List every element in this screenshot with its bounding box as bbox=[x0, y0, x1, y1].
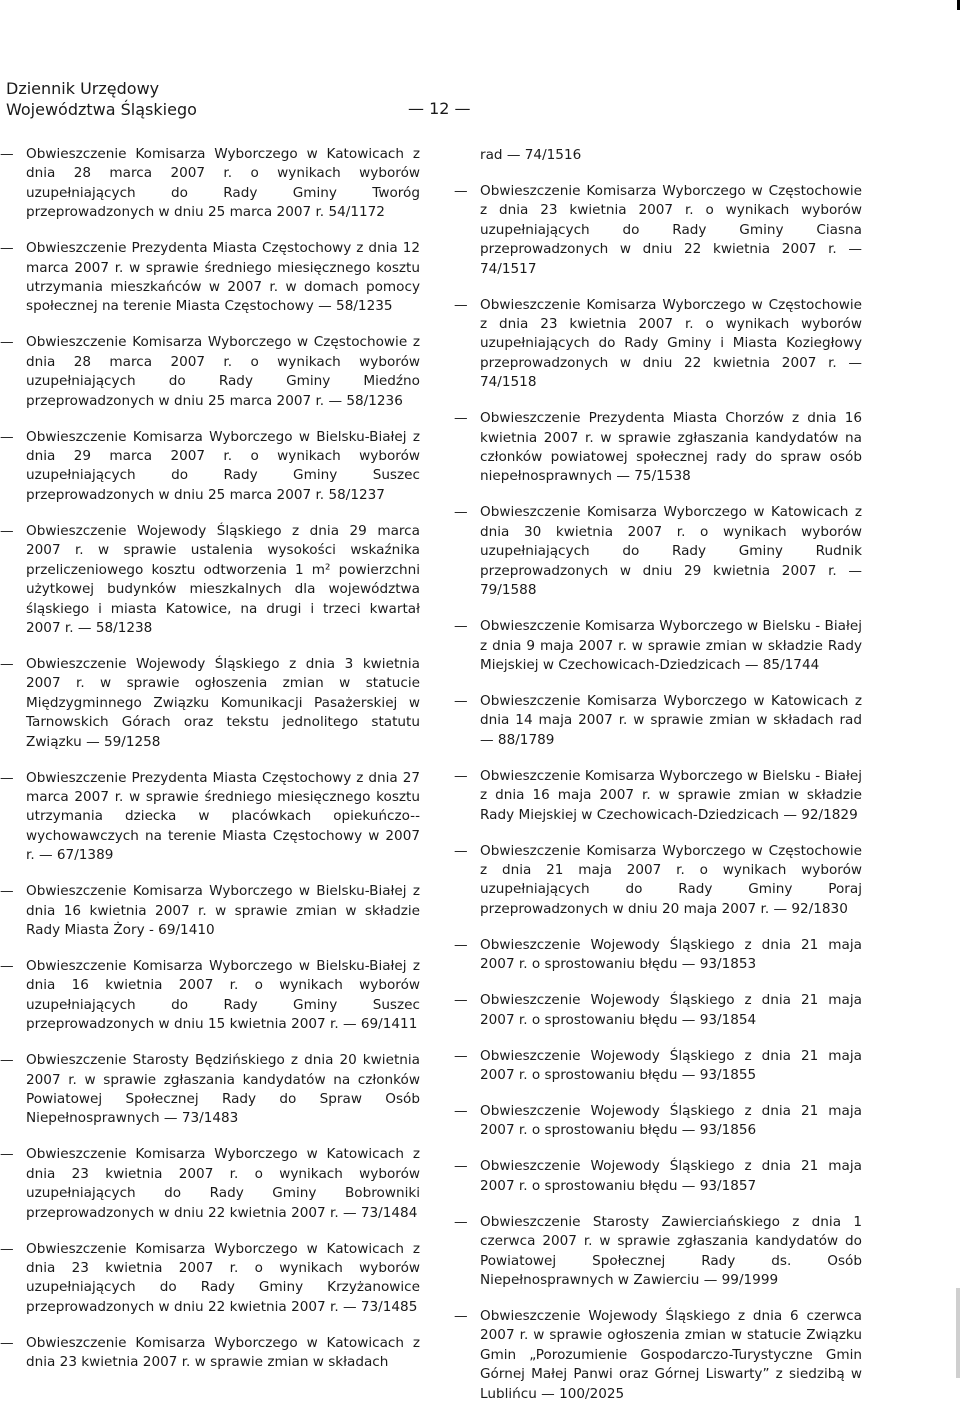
entry-dash: — bbox=[454, 1308, 468, 1324]
entry-text: Obwieszczenie Komisarza Wyborczego w Katowicach z dnia 23 kwietnia 2007 r. w sprawie zmian w składach bbox=[26, 1334, 420, 1371]
entry-text: Obwieszczenie Starosty Zawierciańskiego z dnia 1 czerwca 2007 r. w sprawie zgłaszania kandydatów do Powiatowej Społecznej Rady ds. Osób Niepełnosprawnych w Zawierciu — 99/1999 bbox=[480, 1213, 862, 1288]
entry-dash: — bbox=[454, 842, 468, 859]
entry-dash: — bbox=[0, 1146, 14, 1163]
continued-entry: rad — 74/1516 bbox=[480, 147, 582, 163]
toc-entry bbox=[454, 842, 862, 920]
entry-text: Obwieszczenie Komisarza Wyborczego w Katowicach z dnia 23 kwietnia 2007 r. o wynikach wyborów uzupełniających do Rady Gminy Bobrowniki przeprowadzonych w dniu 22 kwietnia 2007 r. — 73/1484 bbox=[26, 1146, 420, 1221]
entry-text: Obwieszczenie Starosty Będzińskiego z dnia 20 kwietnia 2007 r. w sprawie zgłaszania kandydatów na członków Powiatowej Społecznej Rady do Spraw Osób Niepełnosprawnych — 73/1483 bbox=[26, 1052, 420, 1127]
entry-dash: — bbox=[0, 334, 14, 351]
toc-entry bbox=[454, 617, 862, 675]
toc-entry bbox=[0, 769, 420, 866]
entry-text: Obwieszczenie Komisarza Wyborczego w Częstochowie z dnia 28 marca 2007 r. o wynikach wyborów uzupełniających do Rady Gminy Miedźno przeprowadzonych w dniu 25 marca 2007 r. — 58/1236 bbox=[26, 334, 420, 409]
toc-entry bbox=[454, 767, 862, 825]
entry-text: Obwieszczenie Wojewody Śląskiego z dnia 29 marca 2007 r. w sprawie ustalenia wysokości wskaźnika przeliczeniowego kosztu odtworzenia 1 m² powierzchni użytkowej budynków mieszkalnych dla województwa śląskiego i miasta Katowice, na drugi i trzeci kwartał 2007 r. — 58/1238 bbox=[26, 522, 420, 636]
toc-entry bbox=[0, 1334, 420, 1373]
entry-dash: — bbox=[454, 767, 468, 784]
toc-entry bbox=[0, 1240, 420, 1318]
toc-entry bbox=[0, 1145, 420, 1223]
entry-dash: — bbox=[454, 692, 468, 709]
toc-entry bbox=[0, 655, 420, 752]
entry-text: Obwieszczenie Komisarza Wyborczego w Bielsku - Białej z dnia 16 maja 2007 r. w sprawie zmian w składzie Rady Miejskiej w Czechowicach-Dziedzicach — 92/1829 bbox=[480, 767, 862, 823]
toc-entry bbox=[454, 1157, 862, 1196]
entry-dash: — bbox=[454, 1158, 468, 1175]
toc-entry bbox=[0, 957, 420, 1035]
entry-text: Obwieszczenie Komisarza Wyborczego w Częstochowie z dnia 23 kwietnia 2007 r. o wynikach wyborów uzupełniających do Rady Gminy i Miasta Koziegłowy przeprowadzonych w dniu 22 kwietnia 2007 r. — 74/1518 bbox=[480, 296, 862, 391]
entry-text: Obwieszczenie Komisarza Wyborczego w Bielsku - Białej z dnia 9 maja 2007 r. w sprawie zmian w składzie Rady Miejskiej w Czechowicach-Dziedzicach — 85/1744 bbox=[480, 618, 862, 673]
page-number: — 12 — bbox=[408, 99, 471, 118]
entry-dash: — bbox=[454, 410, 468, 427]
page-edge-shadow bbox=[956, 1288, 960, 1378]
entry-text: Obwieszczenie Komisarza Wyborczego w Bielsku-Białej z dnia 29 marca 2007 r. o wynikach wyborów uzupełniających do Rady Gminy Suszec przeprowadzonych w dniu 25 marca 2007 r. 58/1237 bbox=[26, 428, 420, 503]
entry-dash: — bbox=[454, 296, 468, 313]
left-column bbox=[0, 145, 420, 1389]
entry-dash: — bbox=[0, 522, 14, 539]
entry-text: Obwieszczenie Komisarza Wyborczego w Katowicach z dnia 14 maja 2007 r. w sprawie zmian w składach rad — 88/1789 bbox=[480, 692, 862, 748]
right-column bbox=[454, 146, 862, 1421]
entry-text: Obwieszczenie Wojewody Śląskiego z dnia 21 maja 2007 r. o sprostowaniu błędu — 93/1856 bbox=[480, 1102, 862, 1139]
toc-entry bbox=[454, 182, 862, 279]
entry-dash: — bbox=[0, 428, 14, 445]
toc-entry bbox=[454, 296, 862, 393]
entry-dash: — bbox=[0, 146, 14, 162]
page-header bbox=[6, 78, 197, 120]
toc-entry bbox=[0, 145, 420, 223]
entry-dash: — bbox=[454, 992, 468, 1009]
entry-text: Obwieszczenie Komisarza Wyborczego w Katowicach z dnia 23 kwietnia 2007 r. o wynikach wyborów uzupełniających do Rady Gminy Krzyżanowice przeprowadzonych w dniu 22 kwietnia 2007 r. — 73/1485 bbox=[26, 1240, 420, 1315]
toc-entry bbox=[454, 1307, 862, 1404]
entry-dash: — bbox=[454, 504, 468, 521]
entry-text: Obwieszczenie Komisarza Wyborczego w Bielsku-Białej z dnia 16 kwietnia 2007 r. o wynikach wyborów uzupełniających do Rady Gminy Suszec przeprowadzonych w dniu 15 kwietnia 2007 r. — 69/1411 bbox=[26, 957, 420, 1033]
entry-text: Obwieszczenie Komisarza Wyborczego w Bielsku-Białej z dnia 16 kwietnia 2007 r. w sprawie zmian w składzie Rady Miasta Żory - 69/1410 bbox=[26, 883, 420, 938]
entry-dash: — bbox=[0, 883, 14, 900]
toc-entry bbox=[454, 991, 862, 1030]
entry-text: Obwieszczenie Komisarza Wyborczego w Katowicach z dnia 30 kwietnia 2007 r. o wynikach wyborów uzupełniających do Rady Gminy Rudnik przeprowadzonych w dniu 29 kwietnia 2007 r. — 79/1588 bbox=[480, 504, 862, 599]
entry-text: Obwieszczenie Wojewody Śląskiego z dnia 21 maja 2007 r. o sprostowaniu błędu — 93/1855 bbox=[480, 1047, 862, 1083]
entry-text: Obwieszczenie Wojewody Śląskiego z dnia 21 maja 2007 r. o sprostowaniu błędu — 93/1857 bbox=[480, 1158, 862, 1194]
toc-entry bbox=[0, 333, 420, 411]
journal-title: Dziennik Urzędowy bbox=[6, 79, 160, 98]
toc-entry bbox=[0, 239, 420, 317]
entry-dash: — bbox=[454, 936, 468, 953]
entry-dash: — bbox=[0, 1052, 14, 1069]
entry-dash: — bbox=[454, 618, 468, 635]
entry-dash: — bbox=[0, 957, 14, 974]
toc-entry bbox=[454, 1047, 862, 1086]
entry-text: Obwieszczenie Prezydenta Miasta Częstochowy z dnia 27 marca 2007 r. w sprawie średniego miesięcznego kosztu utrzymania dziecka w placówkach opiekuńczo--wychowawczych na terenie Miasta Częstochowy w 2007 r. — 67/1389 bbox=[26, 769, 420, 864]
entry-text: Obwieszczenie Prezydenta Miasta Chorzów z dnia 16 kwietnia 2007 r. w sprawie zgłaszania kandydatów na członków powiatowej społecznej rady do spraw osób niepełnosprawnych — 75/1538 bbox=[480, 410, 862, 485]
toc-entry bbox=[454, 1102, 862, 1141]
toc-entry bbox=[454, 692, 862, 750]
toc-entry bbox=[0, 1051, 420, 1129]
entry-text: Obwieszczenie Komisarza Wyborczego w Częstochowie z dnia 23 kwietnia 2007 r. o wynikach wyborów uzupełniających do Rady Gminy Ciasna przeprowadzonych w dniu 22 kwietnia 2007 r. — 74/1517 bbox=[480, 183, 862, 277]
toc-entry bbox=[454, 1213, 862, 1291]
journal-subtitle: Województwa Śląskiego bbox=[6, 100, 197, 119]
entry-dash: — bbox=[0, 1240, 14, 1257]
entry-text: Obwieszczenie Wojewody Śląskiego z dnia 6 czerwca 2007 r. w sprawie ogłoszenia zmian w statucie Związku Gmin „Porozumienie Gospodarczo-Turystyczne Gmin Górnej Małej Panwi oraz Górnej Liswarty” z siedzibą w Lublińcu — 100/2025 bbox=[480, 1308, 862, 1402]
entry-dash: — bbox=[0, 655, 14, 672]
entry-dash: — bbox=[454, 1213, 468, 1230]
entry-dash: — bbox=[454, 183, 468, 199]
toc-entry bbox=[0, 882, 420, 940]
entry-dash: — bbox=[0, 1334, 14, 1351]
entry-text: Obwieszczenie Wojewody Śląskiego z dnia 21 maja 2007 r. o sprostowaniu błędu — 93/1853 bbox=[480, 936, 862, 973]
entry-text: Obwieszczenie Wojewody Śląskiego z dnia 3 kwietnia 2007 r. w sprawie ogłoszenia zmian w statucie Międzygminnego Związku Komunikacji Pasażerskiej w Tarnowskich Górach oraz tekstu jednolitego statutu Związku — 59/1258 bbox=[26, 655, 420, 750]
toc-entry bbox=[0, 522, 420, 638]
entry-text: Obwieszczenie Prezydenta Miasta Częstochowy z dnia 12 marca 2007 r. w sprawie średniego miesięcznego kosztu utrzymania mieszkańców w 2007 r. w domach pomocy społecznej na terenie Miasta Częstochowy — 58/1235 bbox=[26, 240, 420, 315]
entry-dash: — bbox=[0, 240, 14, 257]
entry-text: Obwieszczenie Komisarza Wyborczego w Katowicach z dnia 28 marca 2007 r. o wynikach wyborów uzupełniających do Rady Gminy Tworóg przeprowadzonych w dniu 25 marca 2007 r. 54/1172 bbox=[26, 146, 420, 221]
toc-entry bbox=[0, 428, 420, 506]
entry-dash: — bbox=[454, 1047, 468, 1064]
entry-dash: — bbox=[454, 1102, 468, 1119]
toc-entry bbox=[454, 936, 862, 975]
toc-entry bbox=[454, 409, 862, 487]
toc-entry bbox=[454, 503, 862, 600]
entry-text: Obwieszczenie Komisarza Wyborczego w Częstochowie z dnia 21 maja 2007 r. o wynikach wyborów uzupełniających do Rady Gminy Poraj przeprowadzonych w dniu 20 maja 2007 r. — 92/1830 bbox=[480, 842, 862, 917]
entry-text: Obwieszczenie Wojewody Śląskiego z dnia 21 maja 2007 r. o sprostowaniu błędu — 93/1854 bbox=[480, 992, 862, 1028]
entry-dash: — bbox=[0, 769, 14, 786]
